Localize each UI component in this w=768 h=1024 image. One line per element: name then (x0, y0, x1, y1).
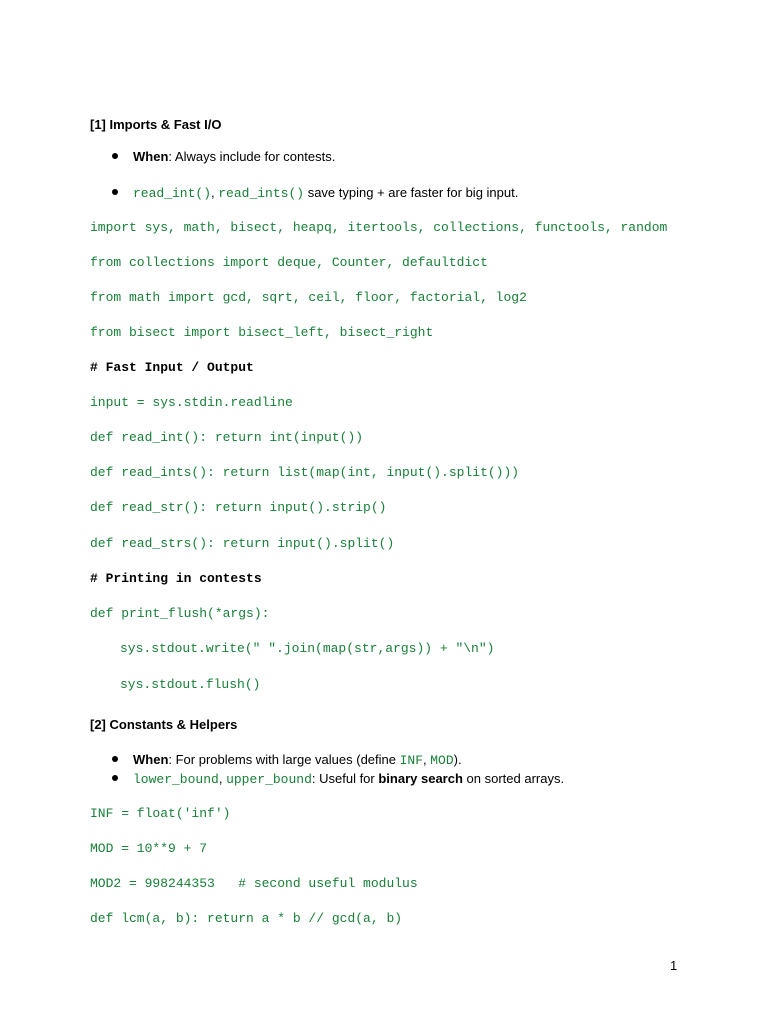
inline-code: MOD (430, 753, 454, 768)
code-line: def print_flush(*args): (90, 606, 270, 621)
section-1-heading: [1] Imports & Fast I/O (90, 117, 222, 132)
code-line: def read_strs(): return input().split() (90, 536, 395, 551)
code-line: from bisect import bisect_left, bisect_right (90, 325, 434, 340)
code-line: sys.stdout.write(" ".join(map(str,args)) + "\n") (120, 641, 495, 656)
bullet-icon (112, 153, 118, 159)
bullet-text: : Useful for (311, 771, 379, 786)
bold-text: When (133, 149, 169, 164)
code-line: from collections import deque, Counter, defaultdict (90, 255, 488, 270)
code-line: MOD2 = 998244353 # second useful modulus (90, 876, 418, 891)
code-line: INF = float('inf') (90, 806, 231, 821)
page-number: 1 (670, 958, 678, 973)
bullet-text: : For problems with large values (define (168, 752, 400, 767)
code-line: def lcm(a, b): return a * b // gcd(a, b) (90, 911, 403, 926)
bullet-icon (112, 189, 118, 195)
bullet-icon (112, 756, 118, 762)
code-line: import sys, math, bisect, heapq, itertools, collections, functools, random (90, 220, 668, 235)
bullet-text: ). (453, 752, 462, 767)
bold-text: When (133, 752, 169, 767)
bullet-text: on sorted arrays. (462, 771, 565, 786)
code-line: sys.stdout.flush() (120, 677, 261, 692)
code-line: def read_int(): return int(input()) (90, 430, 364, 445)
bullet-text: save typing + are faster for big input. (304, 185, 519, 200)
code-comment: # Fast Input / Output (90, 360, 254, 375)
bullet-text: , (218, 771, 227, 786)
inline-code: lower_bound (133, 772, 219, 787)
code-line: def read_ints(): return list(map(int, input().split())) (90, 465, 520, 480)
inline-code: INF (399, 753, 424, 768)
code-line: from math import gcd, sqrt, ceil, floor, factorial, log2 (90, 290, 527, 305)
code-line: MOD = 10**9 + 7 (90, 841, 208, 856)
code-line: def read_str(): return input().strip() (90, 500, 387, 515)
list-item (112, 752, 462, 769)
bullet-icon (112, 775, 118, 781)
bold-text: binary search (378, 771, 463, 786)
list-item (112, 771, 564, 788)
inline-code: upper_bound (226, 772, 312, 787)
code-line: input = sys.stdin.readline (90, 395, 293, 410)
inline-code: read_ints() (218, 186, 305, 201)
list-item (112, 149, 335, 165)
bullet-text: , (211, 185, 219, 200)
bullet-text: : Always include for contests. (168, 149, 336, 164)
inline-code: read_int() (133, 186, 212, 201)
bullet-text: , (423, 752, 431, 767)
code-comment: # Printing in contests (90, 571, 262, 586)
section-2-heading: [2] Constants & Helpers (90, 717, 238, 732)
list-item (112, 185, 518, 202)
